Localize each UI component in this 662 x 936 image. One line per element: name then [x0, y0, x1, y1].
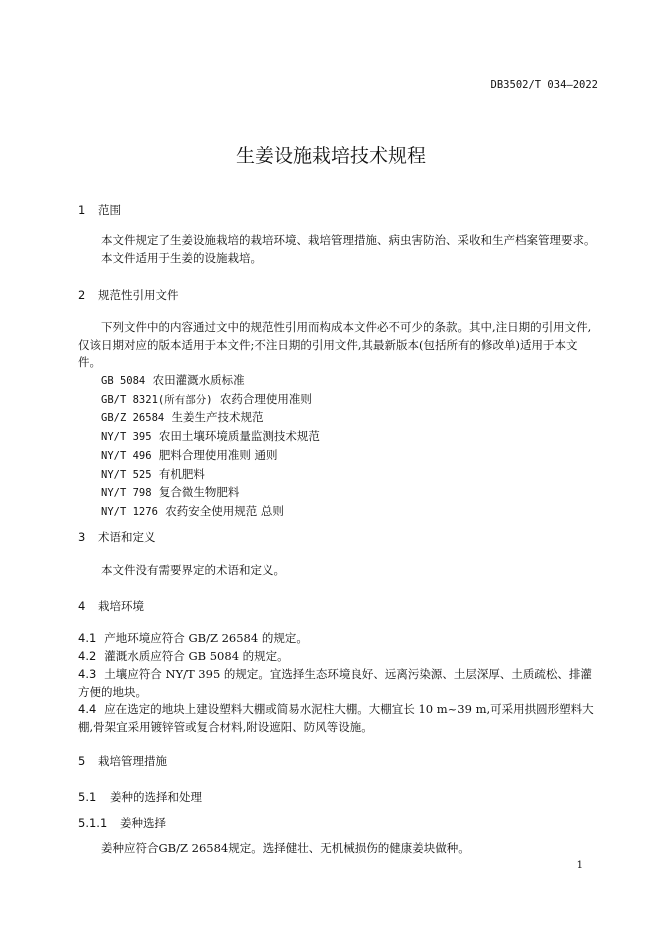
reference-item — [101, 503, 320, 522]
reference-item — [101, 466, 320, 485]
section-2-heading — [78, 287, 179, 303]
reference-code: GB/Z 26584 — [101, 412, 165, 425]
reference-code: NY/T 395 — [101, 431, 152, 444]
reference-item — [101, 484, 320, 503]
reference-name: 农药合理使用准则 — [219, 391, 312, 406]
clause-number: 4.1 — [78, 631, 97, 645]
section-2-intro — [78, 319, 598, 372]
section-1-heading — [78, 202, 121, 218]
clause-4-2 — [78, 648, 598, 666]
subsection-5-1-1-body — [78, 840, 598, 858]
reference-name: 农药安全使用规范 总则 — [165, 503, 284, 518]
normative-references-list — [101, 372, 320, 522]
section-number: 5 — [78, 754, 86, 768]
section-number: 4 — [78, 599, 86, 613]
clause-text: 应在选定的地块上建设塑料大棚或简易水泥柱大棚。大棚宜长 10 m~39 m,可采用拱圆形塑料大棚,骨架宜采用镀锌管或复合材料,附设遮阳、防风等设施。 — [78, 702, 594, 734]
reference-code: NY/T 1276 — [101, 505, 158, 518]
clause-number: 4.3 — [78, 667, 97, 681]
document-title: 生姜设施栽培技术规程 — [235, 145, 426, 167]
clause-4-4 — [78, 701, 598, 736]
reference-name: 生姜生产技术规范 — [171, 410, 264, 425]
section-title: 栽培管理措施 — [98, 754, 167, 768]
clause-text: 灌溉水质应符合 GB 5084 的规定。 — [104, 649, 289, 663]
reference-name: 复合微生物肥料 — [158, 485, 240, 500]
section-title: 范围 — [98, 203, 121, 217]
page-number: 1 — [576, 860, 583, 871]
clause-number: 4.4 — [78, 702, 97, 716]
subsection-5-1-heading — [78, 789, 202, 805]
reference-name: 农田灌溉水质标准 — [152, 373, 245, 387]
reference-item — [101, 447, 320, 466]
reference-code: NY/T 496 — [101, 449, 152, 462]
clause-4-3 — [78, 666, 598, 701]
paragraph: 姜种应符合GB/Z 26584规定。选择健壮、无机械损伤的健康姜块做种。 — [101, 841, 470, 855]
subsection-number: 5.1 — [78, 790, 97, 804]
section-3-body — [78, 562, 598, 580]
subsection-title: 姜种的选择和处理 — [110, 790, 202, 804]
reference-code: NY/T 798 — [101, 487, 152, 500]
paragraph: 下列文件中的内容通过文中的规范性引用而构成本文件必不可少的条款。其中,注日期的引用文件,仅该日期对应的版本适用于本文件;不注日期的引用文件,其最新版本(包括所有的修改单)适用于本文件。 — [78, 320, 592, 369]
reference-code: GB 5084 — [101, 375, 146, 387]
section-title: 栽培环境 — [98, 599, 144, 613]
reference-name: 肥料合理使用准则 通则 — [158, 447, 278, 462]
subsection-number: 5.1.1 — [78, 816, 108, 830]
clause-text: 产地环境应符合 GB/Z 26584 的规定。 — [104, 631, 308, 645]
section-number: 1 — [78, 203, 86, 217]
section-title: 术语和定义 — [98, 530, 156, 544]
section-title: 规范性引用文件 — [98, 288, 179, 302]
reference-name: 有机肥料 — [158, 466, 205, 481]
subsection-5-1-1-heading — [78, 815, 166, 831]
paragraph: 本文件适用于生姜的设施栽培。 — [101, 250, 262, 265]
section-5-heading — [78, 753, 167, 769]
section-number: 3 — [78, 530, 86, 544]
clause-text: 土壤应符合 NY/T 395 的规定。宜选择生态环境良好、远离污染源、土层深厚、土质疏松、排灌方便的地块。 — [78, 667, 592, 699]
reference-code: GB/T 8321(所有部分) — [101, 393, 213, 406]
reference-item — [101, 391, 320, 410]
paragraph: 本文件没有需要界定的术语和定义。 — [101, 563, 285, 577]
paragraph: 本文件规定了生姜设施栽培的栽培环境、栽培管理措施、病虫害防治、采收和生产档案管理要求。 — [101, 233, 596, 247]
clause-4-1 — [78, 630, 598, 648]
clause-number: 4.2 — [78, 649, 97, 663]
section-number: 2 — [78, 288, 86, 302]
reference-item — [101, 372, 320, 391]
section-4-heading — [78, 598, 144, 614]
section-1-body — [78, 232, 598, 267]
reference-name: 农田土壤环境质量监测技术规范 — [158, 429, 320, 444]
reference-item — [101, 409, 320, 428]
reference-code: NY/T 525 — [101, 468, 152, 481]
reference-item — [101, 428, 320, 447]
subsection-title: 姜种选择 — [120, 816, 166, 830]
section-3-heading — [78, 529, 156, 545]
document-code: DB3502/T 034—2022 — [490, 79, 598, 91]
